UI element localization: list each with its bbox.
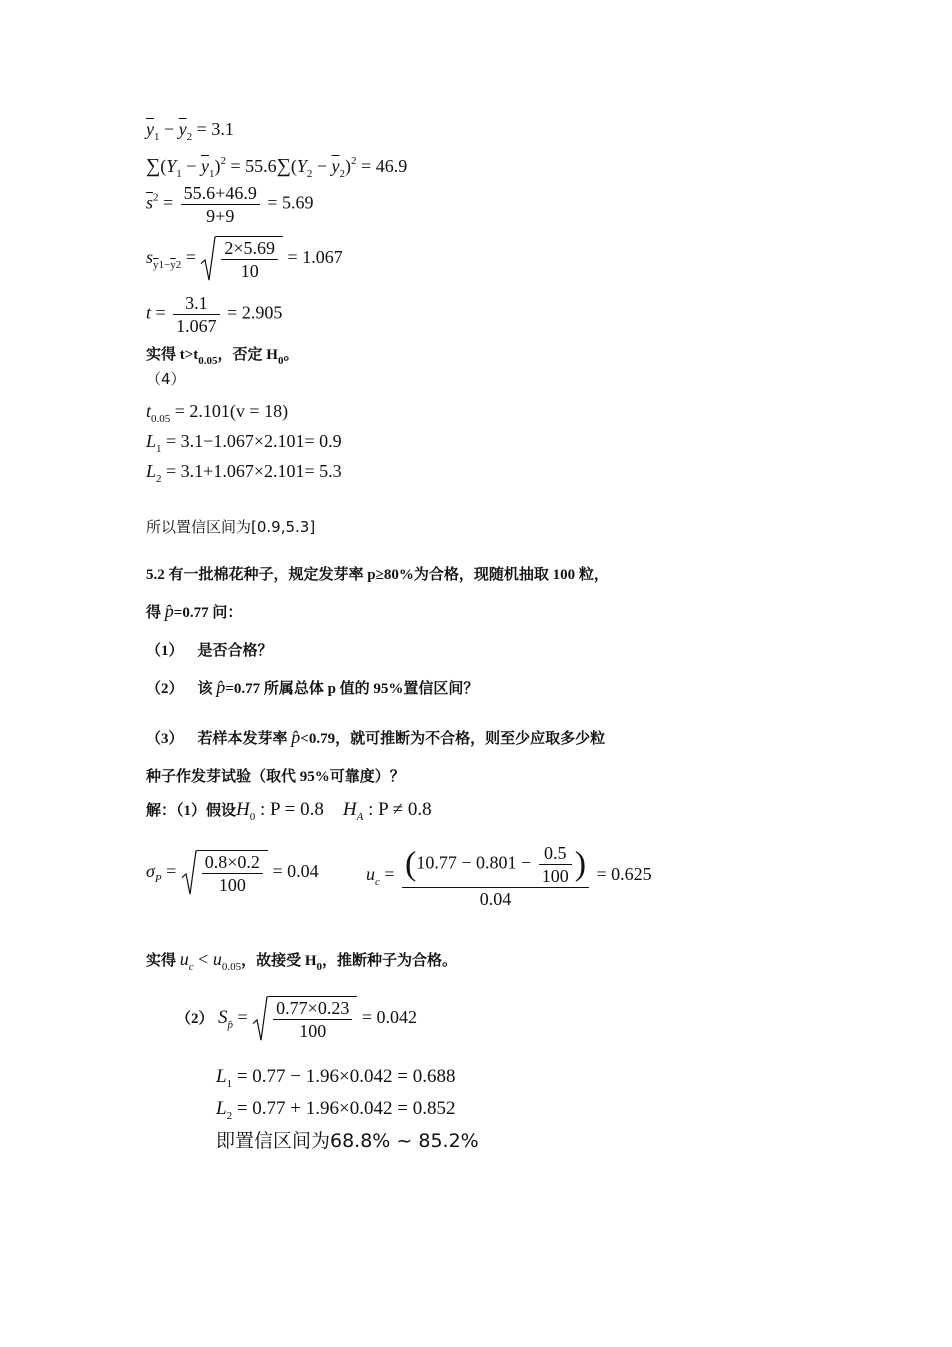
eq-sum-squares: $\sum(Y_1 - \overline{y}_1)^2 = 55.6\sum(Y_2 - \overline{y}_2)^2 = 46.9$ [146,155,408,180]
problem-line-2: 得 p̂=0.77 问： [146,601,243,621]
eq-upper-limit: $L_2 = 3.1+1.067\times 2.101= 5.3$ [146,461,342,485]
eq-mean-difference: $\overline{y}_1 - \overline{y}_2 = 3.1$ [146,119,234,143]
eq-s-phat: （2） $S_{p̂}$ = $\frac{0.77\times 0.23}{100}$ = 0.042 [176,998,417,1041]
solution-hypothesis: 解：（1）假设$H_0$ : P = 0.8 $H_A$ : P ≠ 0.8 [146,799,432,823]
question-1: （1） 是否合格？ [146,643,273,659]
eq-t-critical: $t_{0.05} = 2.101(v = 18)$ [146,401,289,425]
eq-p2-lower-limit: $L_1 = 0.77 - 1.96\times 0.042 = 0.688$ [216,1066,456,1090]
eq-pooled-variance: $\overline{s}^2$ = $\frac{55.6+46.9}{9+9}$ = 5.69 [146,183,314,226]
conclusion-accept-h0: 实得 $u_c < u_{0.05}$，故接受 $H_0$，推断种子为合格。 [146,949,457,973]
question-2: （2） 该 p̂=0.77 所属总体 p 值的 95%置信区间？ [146,677,479,697]
eq-sigma-p: $\sigma_P$ = $\frac{0.8\times 0.2}{100}$ = 0.04 [146,852,319,895]
eq-p2-upper-limit: $L_2 = 0.77 + 1.96\times 0.042 = 0.852$ [216,1098,456,1122]
eq-standard-error: $s_{\overline{y}1-\overline{y}2}$ = $\frac{2\times 5.69}{10}$ = 1.067 [146,238,343,281]
eq-lower-limit: $L_1 = 3.1-1.067\times 2.101= 0.9$ [146,431,342,455]
eq-uc: $u_c$ = (10.77 − 0.801 − $\frac{0.5}{100}$ ) 0.04 = 0.625 [366,843,652,909]
eq-t-value: t = $\frac{3.1}{1.067}$ = 2.905 [146,293,283,336]
conclusion-reject-h0: 实得 $t>t_{0.05}$，否定 $H_0$。 [146,347,299,367]
p2-confidence-interval: 即置信区间为68.8% ~ 85.2% [216,1130,479,1152]
problem-line-1: 5.2 有一批棉花种子，规定发芽率 p≥80%为合格，现随机抽取 100 粒， [146,567,609,583]
part4-label: （4） [146,370,186,388]
question-3: （3） 若样本发芽率 p̂<0.79，就可推断为不合格，则至少应取多少粒 [146,727,606,747]
question-3-line-2: 种子作发芽试验（取代 95%可靠度）？ [146,769,405,785]
confidence-interval-text: 所以置信区间为[0.9,5.3] [146,518,316,536]
